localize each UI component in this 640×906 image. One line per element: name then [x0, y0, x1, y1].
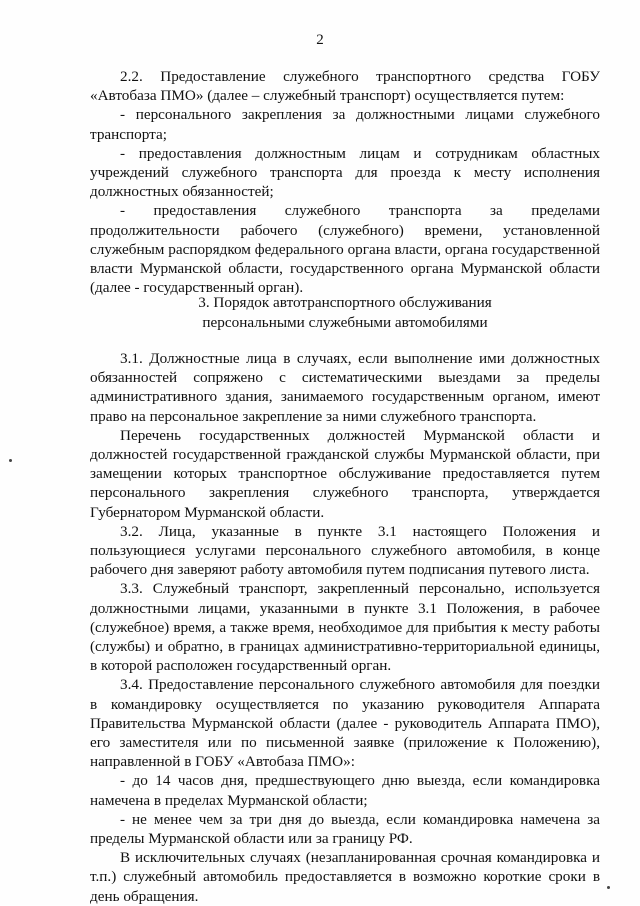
paragraph-3-4: 3.4. Предоставление персонального служебного автомобиля для поездки в командировку осуществляется по указанию руководителя Аппарата Правительства Мурманской области (далее - руководитель Аппарата ПМО), его заместителя или по письменной заявке (приложение к Положению), направленной в ГОБУ «Автобаза ПМО»: — [90, 676, 600, 771]
paragraph-3-1: 3.1. Должностные лица в случаях, если выполнение ими должностных обязанностей сопряжено с систематическими выездами за пределы административного здания, занимаемого государственным органом, имеют право на персональное закрепление за ними служебного транспорта. — [90, 350, 600, 425]
section-3-heading — [90, 293, 600, 332]
paragraph-2-2: 2.2. Предоставление служебного транспортного средства ГОБУ «Автобаза ПМО» (далее – служебный транспорт) осуществляется путем: — [90, 68, 600, 105]
paragraph-3-1-list: Перечень государственных должностей Мурманской области и должностей государственной гражданской службы Мурманской области, при замещении которых транспортное обслуживание предоставляется путем персонального закрепления служебного транспорта, утверждается Губернатором Мурманской области. — [90, 426, 600, 521]
list-item-provision-officials: - предоставления должностным лицам и сотрудникам областных учреждений служебного транспорта для проезда к месту исполнения должностных обязанностей; — [90, 144, 600, 201]
paragraph-exceptional-cases: В исключительных случаях (незапланированная срочная командировка и т.п.) служебный автомобиль предоставляется в возможно короткие сроки в день обращения. — [90, 849, 600, 905]
section-2-2 — [90, 67, 600, 297]
list-item-outside-region: - не менее чем за три дня до выезда, если командировка намечена за пределы Мурманской области или за границу РФ. — [90, 810, 600, 848]
list-item-personal-assignment: - персонального закрепления за должностными лицами служебного транспорта; — [90, 106, 600, 143]
section-3-body — [90, 349, 600, 906]
list-item-within-region: - до 14 часов дня, предшествующего дню выезда, если командировка намечена в пределах Мурманской области; — [90, 772, 600, 809]
scan-dot — [607, 886, 610, 889]
list-item-outside-hours: - предоставления служебного транспорта за пределами продолжительности рабочего (служебного) времени, установленной служебным распорядком федерального органа власти, органа государственной власти Мурманской области, государственного органа Мурманской области (далее - государственный орган). — [90, 202, 600, 297]
scan-dot — [9, 459, 12, 462]
page-number: 2 — [316, 32, 324, 48]
heading-line-1: 3. Порядок автотранспортного обслуживания — [198, 294, 492, 311]
paragraph-3-2: 3.2. Лица, указанные в пункте 3.1 настоящего Положения и пользующиеся услугами персонального служебного автомобиля, в конце рабочего дня заверяют работу автомобиля путем подписания путевого листа. — [90, 522, 600, 579]
heading-line-2: персональными служебными автомобилями — [202, 313, 488, 331]
paragraph-3-3: 3.3. Служебный транспорт, закрепленный персонально, используется должностными лицами, указанными в пункте 3.1 Положения, в рабочее (служебное) время, а также время, необходимое для прибытия к месту работы (службы) и обратно, в границах административно-территориальной единицы, в которой расположен государственный орган. — [90, 580, 600, 675]
